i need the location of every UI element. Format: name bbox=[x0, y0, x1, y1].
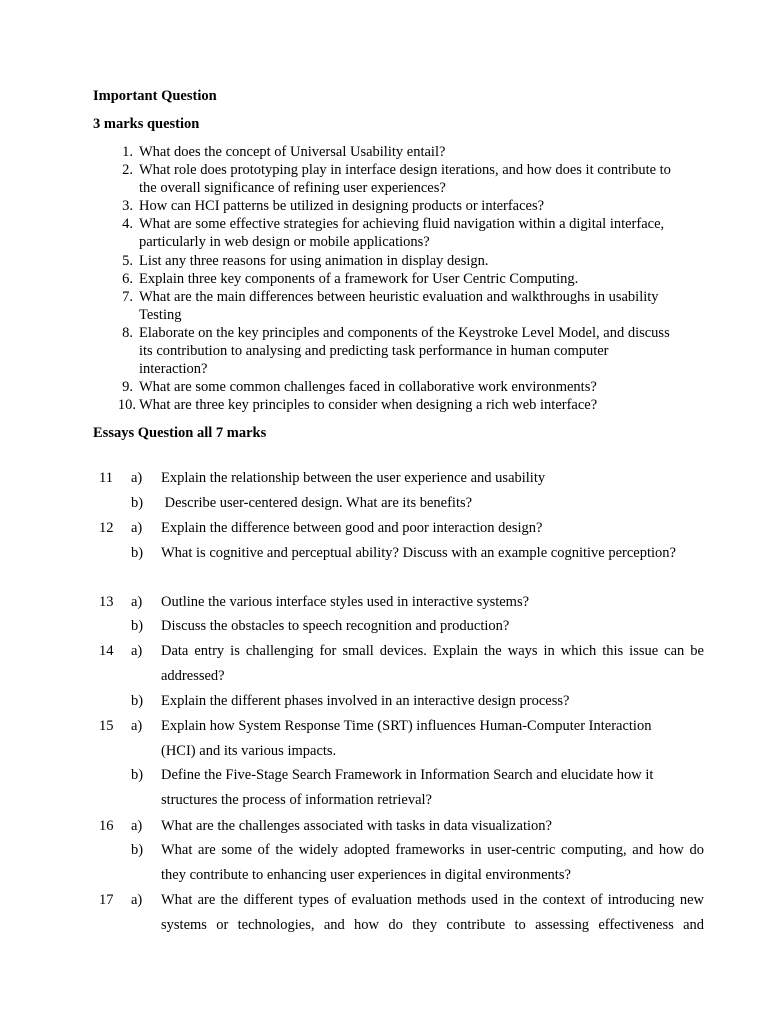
part-letter: b) bbox=[131, 693, 144, 709]
list-item-number: 9. bbox=[122, 379, 133, 395]
part-letter: a) bbox=[131, 470, 143, 486]
part-letter: a) bbox=[131, 594, 143, 610]
part-letter: b) bbox=[131, 842, 144, 858]
question-number: 11 bbox=[99, 470, 113, 486]
list-item-text: What are three key principles to consider when designing a rich web interface? bbox=[139, 397, 598, 413]
question-part-text: Explain the difference between good and poor interaction design? bbox=[161, 520, 543, 536]
document-title: Important Question bbox=[93, 88, 217, 104]
question-part-text: Define the Five-Stage Search Framework in Information Search and elucidate how it structures the process of information retrieval? bbox=[161, 767, 654, 808]
question-part-text: What is cognitive and perceptual ability? Discuss with an example cognitive perception? bbox=[161, 545, 676, 561]
list-item-number: 3. bbox=[122, 198, 133, 214]
question-number: 15 bbox=[99, 718, 114, 734]
list-item-text: What does the concept of Universal Usability entail? bbox=[139, 144, 446, 160]
part-letter: b) bbox=[131, 545, 144, 561]
list-item-text: Elaborate on the key principles and components of the Keystroke Level Model, and discuss its contribution to analysing and predicting task performance in human computer interaction? bbox=[139, 325, 670, 377]
section-heading-essays: Essays Question all 7 marks bbox=[93, 425, 267, 441]
list-item-number: 8. bbox=[122, 325, 133, 341]
part-letter: b) bbox=[131, 495, 144, 511]
question-part-text: Describe user-centered design. What are its benefits? bbox=[161, 495, 473, 511]
list-item-number: 7. bbox=[122, 289, 133, 305]
question-part-text: Data entry is challenging for small devices. Explain the ways in which this issue can be addressed? bbox=[161, 643, 704, 684]
question-part-text: What are the challenges associated with tasks in data visualization? bbox=[161, 818, 552, 834]
list-item-number: 1. bbox=[122, 144, 133, 160]
question-number: 14 bbox=[99, 643, 114, 659]
question-part-text: Explain the relationship between the user experience and usability bbox=[161, 470, 546, 486]
question-part-text: What are the different types of evaluation methods used in the context of introducing new systems or technologies, and how do they contribute to assessing effectiveness and bbox=[161, 892, 704, 933]
question-number: 17 bbox=[99, 892, 114, 908]
list-item-text: List any three reasons for using animation in display design. bbox=[139, 253, 489, 269]
part-letter: a) bbox=[131, 643, 143, 659]
question-number: 13 bbox=[99, 594, 114, 610]
part-letter: a) bbox=[131, 718, 143, 734]
list-item-text: What are some common challenges faced in collaborative work environments? bbox=[139, 379, 597, 395]
question-number: 12 bbox=[99, 520, 114, 536]
list-item-text: What role does prototyping play in interface design iterations, and how does it contribute to the overall significance of refining user experiences? bbox=[139, 162, 671, 196]
list-item-number: 10. bbox=[117, 397, 136, 413]
section-heading-3-marks: 3 marks question bbox=[93, 116, 200, 132]
part-letter: a) bbox=[131, 892, 143, 908]
list-item-text: Explain three key components of a framework for User Centric Computing. bbox=[139, 271, 579, 287]
list-item-text: What are some effective strategies for achieving fluid navigation within a digital interface, particularly in web design or mobile applications? bbox=[139, 216, 665, 250]
part-letter: a) bbox=[131, 520, 143, 536]
list-item-text: How can HCI patterns be utilized in designing products or interfaces? bbox=[139, 198, 545, 214]
list-item-number: 5. bbox=[122, 253, 133, 269]
question-part-text: Discuss the obstacles to speech recognition and production? bbox=[161, 618, 510, 634]
question-number: 16 bbox=[99, 818, 114, 834]
list-item-number: 2. bbox=[122, 162, 133, 178]
question-part-text: What are some of the widely adopted frameworks in user-centric computing, and how do they contribute to enhancing user experiences in digital environments? bbox=[161, 842, 704, 883]
question-part-text: Explain how System Response Time (SRT) influences Human-Computer Interaction (HCI) and its various impacts. bbox=[161, 718, 652, 759]
part-letter: b) bbox=[131, 767, 144, 783]
list-item-number: 6. bbox=[122, 271, 133, 287]
list-item-text: What are the main differences between heuristic evaluation and walkthroughs in usability Testing bbox=[139, 289, 659, 323]
question-part-text: Explain the different phases involved in an interactive design process? bbox=[161, 693, 570, 709]
list-item-number: 4. bbox=[122, 216, 133, 232]
part-letter: b) bbox=[131, 618, 144, 634]
part-letter: a) bbox=[131, 818, 143, 834]
question-part-text: Outline the various interface styles used in interactive systems? bbox=[161, 594, 530, 610]
